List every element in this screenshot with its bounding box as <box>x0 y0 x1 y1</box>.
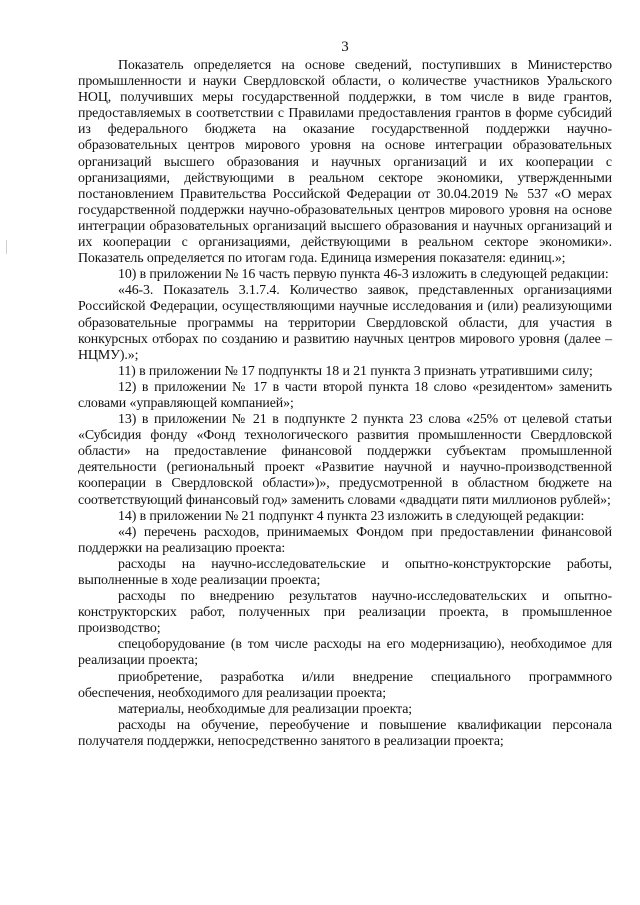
paragraph: 11) в приложении № 17 подпункты 18 и 21 пункта 3 признать утратившими силу; <box>118 363 593 379</box>
paragraph: приобретение, разработка и/или внедрение специального программного обеспечения, необходимого для реализации проекта; <box>78 669 612 701</box>
margin-mark <box>6 240 7 254</box>
paragraph: Показатель определяется на основе сведений, поступивших в Министерство промышленности и науки Свердловской области, о количестве участников Уральского НОЦ, получивших меры государственной поддержки, в том числе в виде грантов, предоставляемых в соответствии с Правилами предоставления грантов в форме субсидий из федерального бюджета на оказание государственной поддержки научно-образовательных центров мирового уровня на основе интеграции образовательных организаций высшего образования и научных организаций и их кооперации с организациями, действующими в реальном секторе экономики, утвержденными постановлением Правительства Российской Федерации от 30.04.2019 № 537 «О мерах государственной поддержки научно-образовательных центров мирового уровня на основе интеграции образовательных организаций высшего образования и научных организаций и их кооперации с организациями, действующими в реальном секторе экономики». Показатель определяется по итогам года. Единица измерения показателя: единиц.»; <box>78 58 612 267</box>
paragraph: 14) в приложении № 21 подпункт 4 пункта 23 изложить в следующей редакции: <box>118 508 585 524</box>
paragraph: «4) перечень расходов, принимаемых Фондом при предоставлении финансовой поддержки на реализацию проекта: <box>78 524 612 556</box>
paragraph: расходы на обучение, переобучение и повышение квалификации персонала получателя поддержки, непосредственно занятого в реализации проекта; <box>78 717 612 749</box>
paragraph: расходы по внедрению результатов научно-исследовательских и опытно-конструкторских работ, полученных при реализации проекта, в промышленное производство; <box>78 589 612 637</box>
paragraph: «46-3. Показатель 3.1.7.4. Количество заявок, представленных организациями Российской Федерации, осуществляющими научные исследования и (или) реализующими образовательные программы на территории Свердловской области, для участия в конкурсных отборах по созданию и развитию научных центров мирового уровня (далее – НЦМУ).»; <box>78 283 612 363</box>
paragraph: материалы, необходимые для реализации проекта; <box>118 701 413 717</box>
paragraph: 10) в приложении № 16 часть первую пункта 46-3 изложить в следующей редакции: <box>118 267 609 283</box>
paragraph: 13) в приложении № 21 в подпункте 2 пункта 23 слова «25% от целевой статьи «Субсидия фонду «Фонд технологического развития промышленности Свердловской области» на предоставление финансовой поддержки субъектам промышленной деятельности (региональный проект «Развитие научной и научно-производственной кооперации в Свердловской области»)», предусмотренной в областном бюджете на соответствующий финансовый год» заменить словами «двадцати пяти миллионов рублей»; <box>78 412 612 508</box>
paragraph: спецоборудование (в том числе расходы на его модернизацию), необходимое для реализации проекта; <box>78 637 612 669</box>
paragraph: расходы на научно-исследовательские и опытно-конструкторские работы, выполненные в ходе реализации проекта; <box>78 556 612 588</box>
document-body <box>78 58 612 750</box>
paragraph: 12) в приложении № 17 в части второй пункта 18 слово «резидентом» заменить словами «управляющей компанией»; <box>78 379 612 411</box>
page-number: 3 <box>341 39 349 55</box>
